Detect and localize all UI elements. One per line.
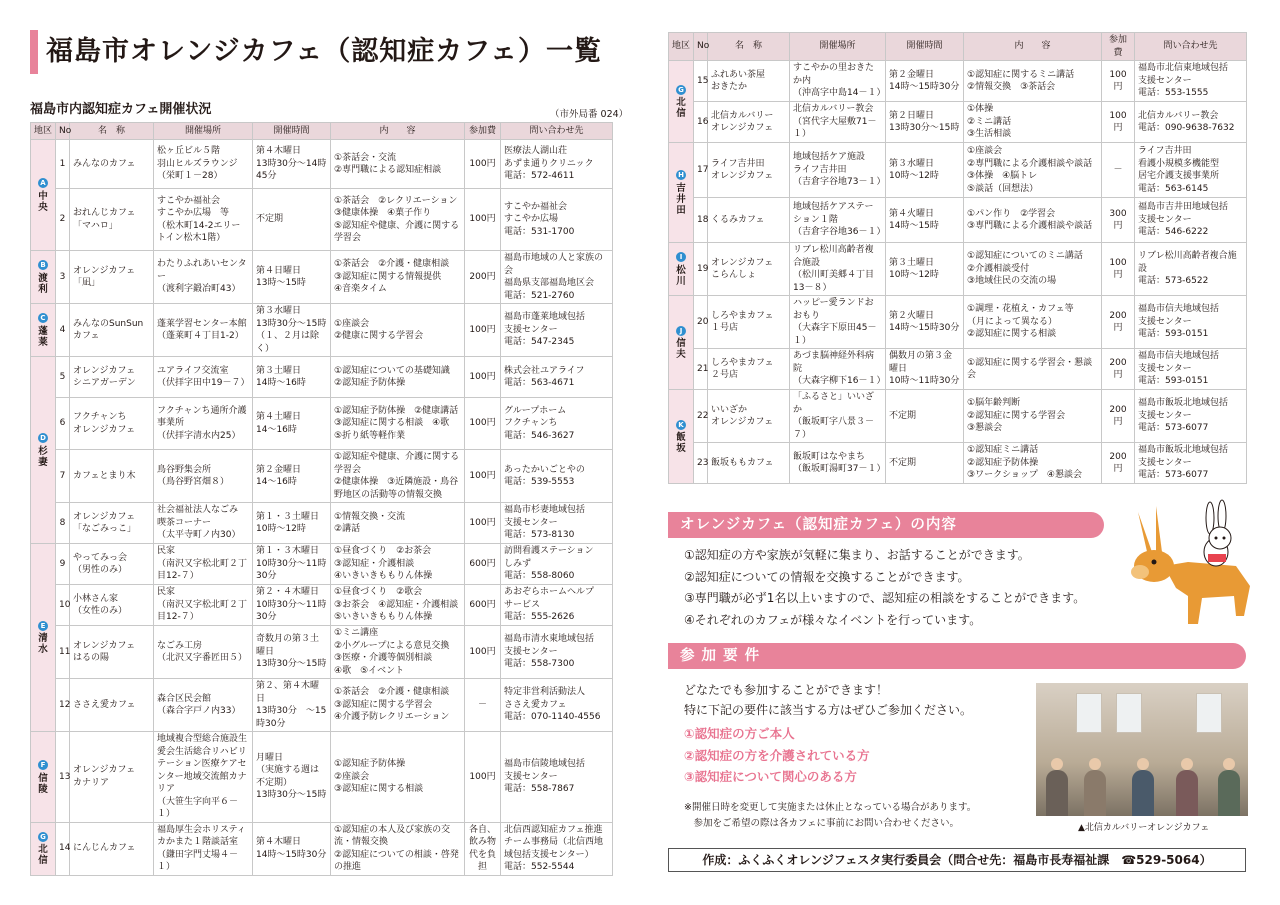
cell-content: ①認知症予防体操 ②健康講話 ③認知症に関する相談 ④歌 ⑤折り紙等軽作業	[331, 398, 465, 450]
cell-no: 7	[56, 450, 70, 503]
table-row	[31, 140, 613, 189]
table-subtitle: 福島市内認知症カフェ開催状況	[30, 102, 212, 117]
area-cell	[669, 61, 694, 143]
cell-content: ①座談会 ②専門職による介護相談や談話 ③体操 ④脳トレ ⑤談話（回想法）	[964, 143, 1102, 198]
cell-content: ①座談会 ②健康に関する学習会	[331, 304, 465, 357]
cell-time: 第２金曜日 14時～15時30分	[886, 61, 964, 102]
photo-person-head	[1089, 758, 1101, 770]
cell-no: 17	[694, 143, 708, 198]
cell-name: 小林さん家 （女性のみ）	[70, 585, 154, 626]
cell-no: 23	[694, 443, 708, 484]
area-cell	[31, 732, 56, 823]
cell-name: オレンジカフェ こらんしょ	[708, 243, 790, 296]
cell-contact: 福島市杉妻地域包括 支援センター 電話：573-8130	[501, 503, 613, 544]
cell-venue: フクチャンち通所介護 事業所 （伏拝字清水内25）	[154, 398, 253, 450]
cell-no: 11	[56, 626, 70, 679]
area-cell	[669, 296, 694, 390]
schedule-note	[684, 800, 976, 832]
cell-time: 第３水曜日 13時30分～15時 （１、２月は除く）	[253, 304, 331, 357]
cell-venue: 森合区民会館 （森合字戸ノ内33）	[154, 679, 253, 732]
cell-contact: 福島市吉井田地域包括 支援センター 電話：546-6222	[1135, 198, 1247, 243]
cell-contact: 株式会社ユアライフ 電話：563-4671	[501, 357, 613, 398]
photo-person-head	[1181, 758, 1193, 770]
cafe-table-right	[668, 32, 1247, 484]
cell-fee: 100円	[465, 732, 501, 823]
cell-fee: 100円	[465, 357, 501, 398]
photo-person	[1132, 770, 1154, 816]
cell-fee: 200円	[1102, 296, 1135, 349]
cell-fee: －	[465, 679, 501, 732]
cell-no: 16	[694, 102, 708, 143]
cell-content: ①認知症についての基礎知識 ②認知症予防体操	[331, 357, 465, 398]
area-name: 渡利	[38, 272, 48, 295]
area-cell	[31, 251, 56, 304]
area-name: 信夫	[676, 338, 686, 361]
header-time: 開催時間	[886, 33, 964, 61]
cell-time: 第３水曜日 10時～12時	[886, 143, 964, 198]
cell-fee: 200円	[1102, 349, 1135, 390]
area-name: 信陵	[38, 772, 48, 795]
header-fee: 参加費	[1102, 33, 1135, 61]
cell-no: 8	[56, 503, 70, 544]
note-line: 参加をご希望の際は各カフェに事前にお問い合わせください。	[684, 818, 960, 829]
cell-contact: あったかいごとやの 電話：539-5553	[501, 450, 613, 503]
photo-person	[1046, 770, 1068, 816]
cell-no: 1	[56, 140, 70, 189]
table-row	[669, 61, 1247, 102]
cell-time: 第４日曜日 13時～15時	[253, 251, 331, 304]
table-header-row	[669, 33, 1247, 61]
note-line: ※開催日時を変更して実施または休止となっている場合があります。	[684, 802, 977, 813]
area-badge-icon: B	[38, 260, 48, 270]
area-name: 蓬莱	[38, 325, 48, 348]
area-badge-icon: G	[38, 832, 48, 842]
area-badge-icon: A	[38, 178, 48, 188]
cell-content: ①昼食づくり ②お茶会 ③認知症・介護相談 ④いきいきももりん体操	[331, 544, 465, 585]
area-cell	[669, 243, 694, 296]
requirements-intro-line: どなたでも参加することができます！	[684, 683, 889, 697]
cell-venue: 「ふるさと」いいざか （飯坂町字八景３－７）	[790, 390, 886, 443]
table-row	[31, 585, 613, 626]
cell-fee: 100円	[1102, 61, 1135, 102]
cell-venue: あづま脳神経外科病院 （大森字柳下16－１）	[790, 349, 886, 390]
header-no: No	[694, 33, 708, 61]
cell-time: 第４木曜日 13時30分～14時45分	[253, 140, 331, 189]
requirement-item: ①認知症の方ご本人	[684, 726, 795, 741]
cell-name: やってみっ会 （男性のみ）	[70, 544, 154, 585]
cell-fee: 100円	[1102, 243, 1135, 296]
cell-content: ①認知症ミニ講話 ②認知症予防体操 ③ワークショップ ④懇談会	[964, 443, 1102, 484]
cell-fee: 100円	[465, 450, 501, 503]
cell-venue: 福島厚生会ホリスティカかまた１階談話室 （鎌田字門丈場４－１）	[154, 822, 253, 875]
area-cell	[669, 143, 694, 243]
cell-venue: わたりふれあいセンター （渡利字鍛冶町43）	[154, 251, 253, 304]
cell-no: 6	[56, 398, 70, 450]
cell-content: ①昼食づくり ②歌会 ③お茶会 ④認知症・介護相談 ⑤いきいきももりん体操	[331, 585, 465, 626]
cell-name: カフェとまり木	[70, 450, 154, 503]
cell-fee: 600円	[465, 544, 501, 585]
cell-contact: すこやか福祉会 すこやか広場 電話：531-1700	[501, 189, 613, 251]
cell-venue: 社会福祉法人なごみ 喫茶コーナー （太平寺町ノ内30）	[154, 503, 253, 544]
header-area: 地区	[31, 123, 56, 140]
area-cell	[31, 304, 56, 357]
photo-person	[1218, 770, 1240, 816]
cell-fee: 600円	[465, 585, 501, 626]
cell-venue: 飯坂町はなやまち （飯坂町湯町37－１）	[790, 443, 886, 484]
content-section-heading: オレンジカフェ（認知症カフェ）の内容	[668, 512, 1104, 538]
cell-no: 3	[56, 251, 70, 304]
donkey-rabbit-mascot-icon	[1118, 496, 1268, 636]
cell-name: にんじんカフェ	[70, 822, 154, 875]
area-name: 北信	[676, 97, 686, 120]
cell-contact: 福島市飯坂北地域包括 支援センター 電話：573-6077	[1135, 443, 1247, 484]
header-name: 名 称	[70, 123, 154, 140]
photo-person-head	[1137, 758, 1149, 770]
table-row	[31, 251, 613, 304]
photo-window	[1196, 693, 1222, 733]
cell-name: オレンジカフェ はるの陽	[70, 626, 154, 679]
table-row	[669, 243, 1247, 296]
header-contact: 問い合わせ先	[1135, 33, 1247, 61]
cell-content: ①茶話会・交流 ②専門職による認知症相談	[331, 140, 465, 189]
cell-contact: 医療法人湖山荘 あずま通りクリニック 電話：572-4611	[501, 140, 613, 189]
footer-contact: 作成：ふくふくオレンジフェスタ実行委員会（問合せ先：福島市長寿福祉課 ☎529-5064）	[668, 848, 1246, 872]
cell-time: 第１・３木曜日 10時30分～11時30分	[253, 544, 331, 585]
cell-contact: 北信カルバリー教会 電話：090-9638-7632	[1135, 102, 1247, 143]
cell-content: ①認知症に関するミニ講話 ②情報交換 ③茶話会	[964, 61, 1102, 102]
cell-contact: 福島市信夫地域包括 支援センター 電話：593-0151	[1135, 296, 1247, 349]
table-row	[669, 143, 1247, 198]
table-row	[669, 198, 1247, 243]
table-row	[31, 626, 613, 679]
cell-name: いいざか オレンジカフェ	[708, 390, 790, 443]
cell-name: 北信カルバリー オレンジカフェ	[708, 102, 790, 143]
table-row	[669, 349, 1247, 390]
cell-no: 4	[56, 304, 70, 357]
area-name: 清水	[38, 633, 48, 656]
cell-no: 10	[56, 585, 70, 626]
cell-venue: なごみ工房 （北沢又字番匠田５）	[154, 626, 253, 679]
cell-venue: 民家 （南沢又字松北町２丁目12-７）	[154, 585, 253, 626]
cell-name: オレンジカフェ シニアガーデン	[70, 357, 154, 398]
area-name: 北信	[38, 844, 48, 867]
cell-content: ①茶話会 ②介護・健康相談 ③認知症に関する学習会 ④介護予防レクリエーション	[331, 679, 465, 732]
cell-content: ①茶話会 ②レクリエーション ③健康体操 ④菓子作り ⑤認知症や健康、介護に関する学習会	[331, 189, 465, 251]
photo-person	[1176, 770, 1198, 816]
cell-content: ①認知症予防体操 ②座談会 ③認知症に関する相談	[331, 732, 465, 823]
cell-time: 第２火曜日 14時～15時30分	[886, 296, 964, 349]
cell-name: みんなのカフェ	[70, 140, 154, 189]
cell-no: 2	[56, 189, 70, 251]
cell-fee: 100円	[465, 626, 501, 679]
cell-fee: 200円	[465, 251, 501, 304]
area-badge-icon: D	[38, 433, 48, 443]
header-time: 開催時間	[253, 123, 331, 140]
photo-window	[1076, 693, 1102, 733]
photo-window	[1116, 693, 1142, 733]
area-badge-icon: I	[676, 252, 686, 262]
cell-venue: 民家 （南沢又字松北町２丁目12-７）	[154, 544, 253, 585]
cell-fee: 100円	[465, 304, 501, 357]
cafe-photo	[1036, 683, 1248, 816]
cell-fee: 300円	[1102, 198, 1135, 243]
cell-contact: 福島市信陵地域包括 支援センター 電話：558-7867	[501, 732, 613, 823]
cell-content: ①認知症や健康、介護に関する学習会 ②健康体操 ③近隣施設・鳥谷野地区の活動等の情報交換	[331, 450, 465, 503]
requirements-intro-line: 特に下記の要件に該当する方はぜひご参加ください。	[684, 703, 973, 717]
cell-venue: 地域複合型総合施設生愛会生活総合リハビリテーション医療ケアセンター地域交流館カナリア （大笹生字向平６－１）	[154, 732, 253, 823]
header-contact: 問い合わせ先	[501, 123, 613, 140]
cell-no: 21	[694, 349, 708, 390]
cell-time: 第２・４木曜日 10時30分～11時30分	[253, 585, 331, 626]
table-row	[31, 189, 613, 251]
cell-content: ①ミニ講座 ②小グループによる意見交換 ③医療・介護等個別相談 ④歌 ⑤イベント	[331, 626, 465, 679]
cell-no: 5	[56, 357, 70, 398]
cell-content: ①認知症に関する学習会・懇談会	[964, 349, 1102, 390]
content-item: ①認知症の方や家族が気軽に集まり、お話することができます。	[684, 548, 1030, 562]
header-content: 内 容	[964, 33, 1102, 61]
cell-name: みんなのSunSunカフェ	[70, 304, 154, 357]
cell-contact: 福島市北信東地域包括 支援センター 電話：553-1555	[1135, 61, 1247, 102]
cell-name: しろやまカフェ ２号店	[708, 349, 790, 390]
area-badge-icon: G	[676, 85, 686, 95]
cell-time: 第４火曜日 14時～15時	[886, 198, 964, 243]
table-row	[31, 304, 613, 357]
cell-content: ①茶話会 ②介護・健康相談 ③認知症に関する情報提供 ④音楽タイム	[331, 251, 465, 304]
table-row	[31, 503, 613, 544]
cell-name: オレンジカフェ「凪」	[70, 251, 154, 304]
cell-contact: リブレ松川高齢者複合施設 電話：573-6522	[1135, 243, 1247, 296]
table-row	[31, 732, 613, 823]
requirements-section-heading: 参 加 要 件	[668, 643, 1246, 669]
area-badge-icon: J	[676, 326, 686, 336]
cell-time: 第２金曜日 14～16時	[253, 450, 331, 503]
cell-content: ①認知症についてのミニ講話 ②介護相談受付 ③地域住民の交流の場	[964, 243, 1102, 296]
cell-name: ふれあい茶屋 おきたか	[708, 61, 790, 102]
cell-name: しろやまカフェ １号店	[708, 296, 790, 349]
area-badge-icon: F	[38, 760, 48, 770]
cell-name: フクチャンち オレンジカフェ	[70, 398, 154, 450]
table-row	[31, 822, 613, 875]
area-name: 中央	[38, 190, 48, 213]
requirement-item: ③認知症について関心のある方	[684, 769, 857, 784]
cafe-table-left	[30, 122, 613, 876]
cell-fee: －	[1102, 143, 1135, 198]
cell-name: ライフ吉井田 オレンジカフェ	[708, 143, 790, 198]
cell-contact: 福島市蓬莱地域包括 支援センター 電話：547-2345	[501, 304, 613, 357]
cell-fee: 200円	[1102, 443, 1135, 484]
cell-time: 第３土曜日 14時～16時	[253, 357, 331, 398]
requirement-item: ②認知症の方を介護されている方	[684, 747, 870, 763]
cell-content: ①認知症の本人及び家族の交流・情報交換 ②認知症についての相談・啓発の推進	[331, 822, 465, 875]
header-content: 内 容	[331, 123, 465, 140]
cell-fee: 各自、飲み物代を負担	[465, 822, 501, 875]
cell-no: 15	[694, 61, 708, 102]
cell-time: 第２、第４木曜日 13時30分 ～15時30分	[253, 679, 331, 732]
table-row	[669, 443, 1247, 484]
area-badge-icon: E	[38, 621, 48, 631]
cell-venue: 地域包括ケア施設 ライフ吉井田 （吉倉字谷地73－１）	[790, 143, 886, 198]
cell-no: 9	[56, 544, 70, 585]
cell-time: 第２日曜日 13時30分～15時	[886, 102, 964, 143]
title-accent-bar	[30, 30, 38, 74]
table-header-row	[31, 123, 613, 140]
cell-no: 22	[694, 390, 708, 443]
cell-contact: 福島市地域の人と家族の会 福島県支部福島地区会 電話：521-2760	[501, 251, 613, 304]
cell-venue: すこやかの里おきたか内 （沖高字中島14－１）	[790, 61, 886, 102]
header-venue: 開催場所	[154, 123, 253, 140]
table-row	[31, 357, 613, 398]
cell-fee: 100円	[465, 398, 501, 450]
cell-time: 第３土曜日 10時～12時	[886, 243, 964, 296]
cell-venue: ハッピー愛ランドおおもり （大森字下原田45－１）	[790, 296, 886, 349]
cell-fee: 200円	[1102, 390, 1135, 443]
table-row	[669, 390, 1247, 443]
page-title: 福島市オレンジカフェ（認知症カフェ）一覧	[46, 36, 602, 67]
cell-time: 第４土曜日 14～16時	[253, 398, 331, 450]
cell-name: 飯坂ももカフェ	[708, 443, 790, 484]
cell-no: 20	[694, 296, 708, 349]
table-row	[31, 679, 613, 732]
cell-name: くるみカフェ	[708, 198, 790, 243]
requirements-intro	[684, 680, 972, 720]
cell-venue: 蓬莱学習センター本館 （蓬莱町４丁目1-2）	[154, 304, 253, 357]
table-row	[669, 296, 1247, 349]
cell-contact: 福島市信夫地域包括 支援センター 電話：593-0151	[1135, 349, 1247, 390]
header-no: No	[56, 123, 70, 140]
cell-venue: 地域包括ケアステーション１階 （吉倉字谷地36－１）	[790, 198, 886, 243]
cell-time: 第４木曜日 14時～15時30分	[253, 822, 331, 875]
area-cell	[31, 357, 56, 544]
cell-name: オレンジカフェ カナリア	[70, 732, 154, 823]
cell-no: 12	[56, 679, 70, 732]
cell-contact: 特定非営利活動法人 ささえ愛カフェ 電話：070-1140-4556	[501, 679, 613, 732]
cell-fee: 100円	[465, 140, 501, 189]
cell-contact: あおぞらホームヘルプ サービス 電話：555-2626	[501, 585, 613, 626]
area-name: 飯坂	[676, 432, 686, 455]
cell-venue: すこやか福祉会 すこやか広場 等 （松木町14-2エリートイン松木1階）	[154, 189, 253, 251]
cell-contact: 北信西認知症カフェ推進チーム事務局（北信西地域包括支援センター） 電話：552-5544	[501, 822, 613, 875]
cell-time: 月曜日 （実施する週は不定期） 13時30分～15時	[253, 732, 331, 823]
photo-person-head	[1223, 758, 1235, 770]
header-venue: 開催場所	[790, 33, 886, 61]
content-item: ③専門職が必ず1名以上いますので、認知症の相談をすることができます。	[684, 591, 1086, 605]
cell-time: 不定期	[886, 390, 964, 443]
cell-time: 奇数月の第３土曜日 13時30分～15時	[253, 626, 331, 679]
area-cell	[669, 390, 694, 484]
cell-no: 14	[56, 822, 70, 875]
cell-content: ①脳年齢判断 ②認知症に関する学習会 ③懇談会	[964, 390, 1102, 443]
cell-content: ①情報交換・交流 ②講話	[331, 503, 465, 544]
header-name: 名 称	[708, 33, 790, 61]
cell-no: 19	[694, 243, 708, 296]
cell-fee: 100円	[465, 503, 501, 544]
photo-person-head	[1051, 758, 1063, 770]
cell-name: ささえ愛カフェ	[70, 679, 154, 732]
content-item: ④それぞれのカフェが様々なイベントを行っています。	[684, 612, 982, 627]
area-code-note: （市外局番 024）	[550, 109, 629, 120]
content-item: ②認知症についての情報を交換することができます。	[684, 569, 970, 584]
area-name: 杉妻	[38, 445, 48, 468]
cell-venue: リブレ松川高齢者複合施設 （松川町美郷４丁目13－８）	[790, 243, 886, 296]
cell-content: ①パン作り ②学習会 ③専門職による介護相談や談話	[964, 198, 1102, 243]
cell-content: ①調理・花植え・カフェ等 （月によって異なる） ②認知症に関する相談	[964, 296, 1102, 349]
content-list	[684, 545, 1085, 631]
cell-no: 18	[694, 198, 708, 243]
cell-contact: グループホーム フクチャンち 電話：546-3627	[501, 398, 613, 450]
cell-venue: 松ヶ丘ビル５階 羽山ヒルズラウンジ （栄町１－28）	[154, 140, 253, 189]
area-cell	[31, 544, 56, 732]
area-name: 吉井田	[676, 182, 686, 216]
cell-contact: 訪問看護ステーション しみず 電話：558-8060	[501, 544, 613, 585]
cell-fee: 100円	[1102, 102, 1135, 143]
photo-caption: ▲北信カルバリーオレンジカフェ	[1078, 823, 1210, 833]
requirements-list	[684, 723, 870, 788]
table-row	[669, 102, 1247, 143]
cell-contact: 福島市清水東地域包括 支援センター 電話：558-7300	[501, 626, 613, 679]
cell-fee: 100円	[465, 189, 501, 251]
area-badge-icon: C	[38, 313, 48, 323]
area-name: 松川	[676, 264, 686, 287]
header-area: 地区	[669, 33, 694, 61]
cell-venue: 鳥谷野集会所 （鳥谷野宮畑８）	[154, 450, 253, 503]
cell-contact: 福島市飯坂北地域包括 支援センター 電話：573-6077	[1135, 390, 1247, 443]
cell-venue: 北信カルバリー教会 （宮代字大屋敷71－１）	[790, 102, 886, 143]
area-badge-icon: H	[676, 170, 686, 180]
table-row	[31, 544, 613, 585]
cell-name: おれんじカフェ 「マハロ」	[70, 189, 154, 251]
cell-time: 偶数月の第３金曜日 10時～11時30分	[886, 349, 964, 390]
cell-contact: ライフ吉井田 看護小規模多機能型 居宅介護支援事業所 電話：563-6145	[1135, 143, 1247, 198]
cell-name: オレンジカフェ 「なごみっこ」	[70, 503, 154, 544]
cell-time: 不定期	[253, 189, 331, 251]
table-row	[31, 398, 613, 450]
area-badge-icon: K	[676, 420, 686, 430]
cell-time: 第１・３土曜日 10時～12時	[253, 503, 331, 544]
area-cell	[31, 140, 56, 251]
photo-person	[1084, 770, 1106, 816]
cell-venue: ユアライフ交流室 （伏拝字田中19－７）	[154, 357, 253, 398]
cell-no: 13	[56, 732, 70, 823]
cell-time: 不定期	[886, 443, 964, 484]
header-fee: 参加費	[465, 123, 501, 140]
area-cell	[31, 822, 56, 875]
cell-content: ①体操 ②ミニ講話 ③生活相談	[964, 102, 1102, 143]
table-row	[31, 450, 613, 503]
